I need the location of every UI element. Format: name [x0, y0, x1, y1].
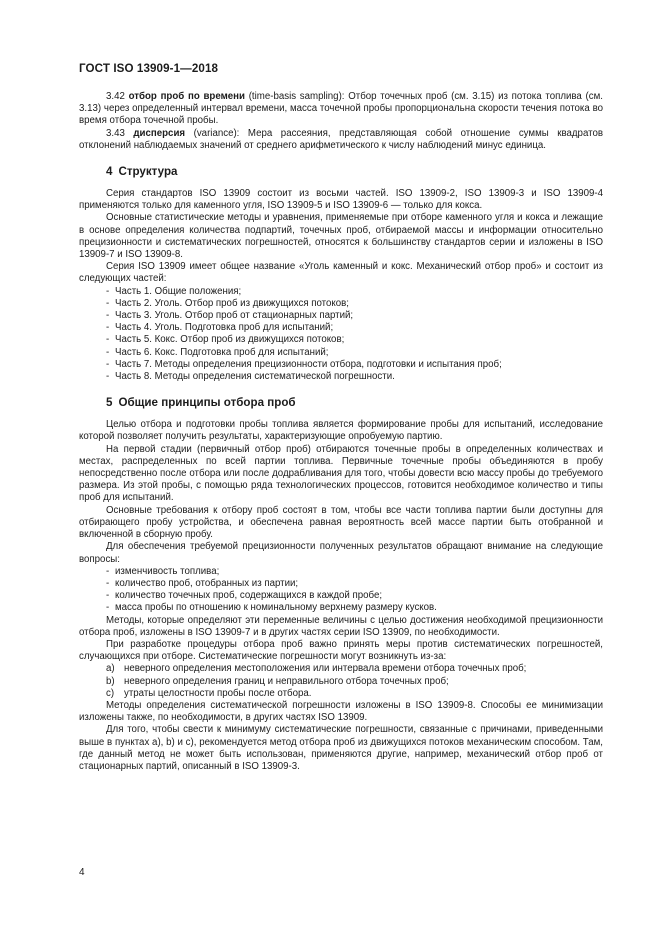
paragraph: Основные требования к отбору проб состоят в том, чтобы все части топлива партии были доступны для отбирающего пробу устройства, и обеспечена равная вероятность всей массе партии быть отобранной и включенной в сборную пробу. — [79, 504, 603, 541]
list-item: a) неверного определения местоположения или интервала времени отбора точечных проб; — [106, 663, 527, 675]
list-dash: - — [106, 334, 110, 346]
list-dash: - — [106, 310, 110, 322]
section-title: Общие принципы отбора проб — [118, 396, 296, 410]
clause-text: (variance): Мера рассеяния, представляющая собой отношение суммы квадратов отклонений наблюдаемых значений от среднего арифметического к числу наблюдений минус единица. — [79, 127, 603, 151]
paragraph: Для обеспечения требуемой прецизионности полученных результатов обращают внимание на следующие вопросы: — [79, 541, 603, 565]
section-5-heading — [79, 396, 603, 410]
list-dash: - — [106, 590, 110, 602]
paragraph: Серия стандартов ISO 13909 состоит из восьми частей. ISO 13909-2, ISO 13909-3 и ISO 13909-4 применяются только для каменного угля, ISO 13909-5 и ISO 13909-6 — только для кокса. — [79, 188, 603, 212]
list-dash: - — [106, 358, 110, 370]
document-header: ГОСТ ISO 13909-1—2018 — [79, 62, 219, 75]
list-item: - изменчивость топлива; — [106, 565, 220, 577]
list-item: - масса пробы по отношению к номинальному верхнему размеру кусков. — [106, 602, 437, 614]
list-item: c) утраты целостности пробы после отбора. — [106, 687, 312, 699]
paragraph: На первой стадии (первичный отбор проб) отбираются точечные пробы в определенных количествах и местах, распределенных по всей партии топлива. Первичные точечные пробы объединяются в пробу непосредственно после отбора или после додрабливания для того, чтобы довести всю массу пробы до требуемого размера. Из этой пробы, с помощью ряда технологических процессов, готовится необходимое количество и типы проб для испытаний. — [79, 443, 603, 504]
section-number: 4 — [106, 165, 113, 179]
list-item: - Часть 1. Общие положения; — [106, 285, 242, 297]
list-item: - Часть 7. Методы определения прецизионности отбора, подготовки и испытания проб; — [106, 358, 502, 370]
list-dash: - — [106, 602, 110, 614]
paragraph: При разработке процедуры отбора проб важно принять меры против систематических погрешностей, случающихся при отборе. Систематические погрешности могут возникнуть из-за: — [79, 638, 603, 663]
clause-text: (time-basis sampling): Отбор точечных проб (см. 3.15) из потока топлива (см. 3.13) через определенный интервал времени, масса точечной пробы пропорциональна скорости течения потока во время отбора точечной пробы. — [79, 91, 603, 127]
clause-number: 3.42 — [106, 91, 125, 102]
section-number: 5 — [106, 396, 113, 410]
list-item: - Часть 2. Уголь. Отбор проб из движущихся потоков; — [106, 297, 349, 309]
issues-list — [79, 566, 603, 615]
paragraph: Для того, чтобы свести к минимуму систематические погрешности, связанные с причинами, приведенными выше в пунктах a), b) и c), рекомендуется метод отбора проб из движущихся потоков механическим способом. Там, где данный метод не может быть использован, применяются другие, например, механический отбор проб от стационарных партий, описанный в ISO 13909-3. — [79, 724, 603, 772]
list-marker: b) — [106, 675, 115, 687]
list-dash: - — [106, 577, 110, 589]
section-title: Структура — [118, 165, 178, 179]
clause-term: отбор проб по времени — [128, 91, 245, 102]
list-item: b) неверного определения границ и неправильного отбора точечных проб; — [106, 675, 449, 687]
list-dash: - — [106, 297, 110, 309]
list-item: - Часть 5. Кокс. Отбор проб из движущихся потоков; — [106, 334, 345, 346]
list-dash: - — [106, 346, 110, 358]
paragraph: Основные статистические методы и уравнения, применяемые при отборе каменного угля и кокса и лежащие в основе определения количества подпартий, точечных проб, отбираемой массы и информации относительно прецизионности и систематических погрешностей, относятся к большинству стандартов серии и изложены в ISO 13909-7 и ISO 13909-8. — [79, 212, 603, 261]
clause-3-42 — [79, 91, 603, 128]
clause-term: дисперсия — [133, 127, 186, 139]
list-dash: - — [106, 285, 110, 297]
list-item: - количество точечных проб, содержащихся в каждой пробе; — [106, 590, 383, 602]
section-4-heading — [79, 165, 603, 179]
list-item: - Часть 6. Кокс. Подготовка проб для испытаний; — [106, 346, 329, 358]
list-item: - Часть 3. Уголь. Отбор проб от стационарных партий; — [106, 310, 354, 322]
paragraph: Целью отбора и подготовки пробы топлива является формирование пробы для испытаний, исследование которой позволяет получить результаты, характеризующие опробуемую партию. — [79, 419, 603, 443]
list-dash: - — [106, 371, 110, 383]
page-number: 4 — [79, 867, 85, 878]
list-dash: - — [106, 322, 110, 334]
errors-list — [79, 663, 603, 700]
list-marker: a) — [106, 663, 115, 675]
paragraph: Методы, которые определяют эти переменные величины с целью достижения необходимой прецизионности отбора проб, изложены в ISO 13909-7 и в других частях серии ISO 13909, по необходимости. — [79, 614, 603, 638]
list-item: - Часть 8. Методы определения систематической погрешности. — [106, 371, 395, 383]
clause-number: 3.43 — [106, 127, 125, 139]
paragraph: Методы определения систематической погрешности изложены в ISO 13909-8. Способы ее минимизации изложены также, по необходимости, в других частях ISO 13909. — [79, 699, 603, 724]
list-dash: - — [106, 565, 110, 577]
list-marker: c) — [106, 687, 115, 699]
page-content — [79, 91, 603, 773]
parts-list — [79, 286, 603, 384]
list-item: - Часть 4. Уголь. Подготовка проб для испытаний; — [106, 322, 334, 334]
paragraph: Серия ISO 13909 имеет общее название «Уголь каменный и кокс. Механический отбор проб» и состоит из следующих частей: — [79, 261, 603, 285]
clause-3-43 — [79, 128, 603, 152]
list-item: - количество проб, отобранных из партии; — [106, 577, 299, 589]
